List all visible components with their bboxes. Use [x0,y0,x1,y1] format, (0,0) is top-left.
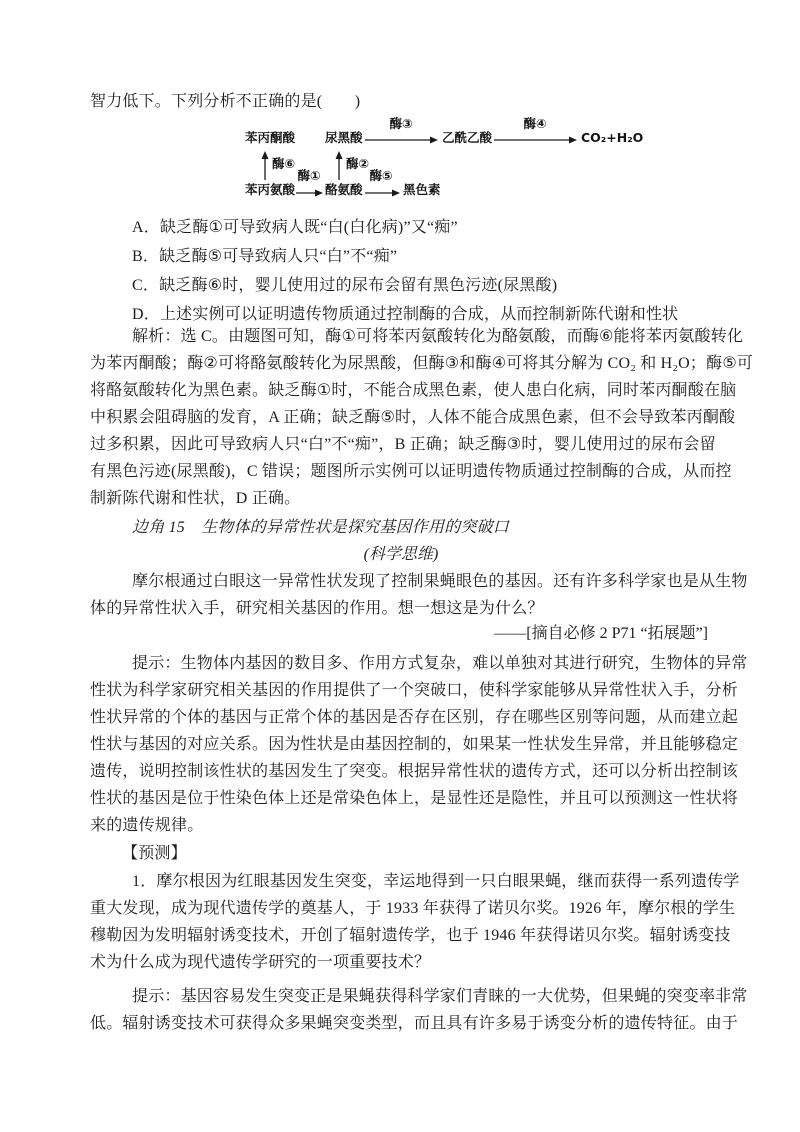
option-list [90,213,712,329]
question-stem [90,88,712,115]
corner-note-subheading-row [90,541,712,568]
analysis-line: 制新陈代谢和性状，D 正确。 [90,490,301,507]
label-enzyme5: 酶⑤ [369,168,393,183]
node-homogentisic-acid: 尿黑酸 [325,130,363,145]
analysis-line: 中积累会阻碍脑的发育，A 正确；缺乏酶⑤时，人体不能合成黑色素，但不会导致苯丙酮酸 [90,409,736,426]
node-co2-h2o: CO₂+H₂O [581,130,644,145]
prediction-hint-line: 低。辐射诱变技术可获得众多果蝇突变类型，而且具有许多易于诱变分析的遗传特征。由于 [90,1015,739,1032]
option-a: A．缺乏酶①可导致病人既“白(白化病)”又“痴” [132,219,458,236]
hint-line: 提示：生物体内基因的数目多、作用方式复杂，难以单独对其进行研究，生物体的异常 [132,655,748,672]
option-c: C．缺乏酶⑥时，婴儿使用过的尿布会留有黑色污迹(尿黑酸) [132,277,558,294]
metabolic-pathway-diagram [90,118,712,206]
corner-note-subheading: (科学思维) [363,546,439,563]
source-attribution: ——[摘自必修 2 P71 “拓展题”] [494,625,708,642]
corner-note-hint [90,650,748,839]
node-phenylpyruvic-acid: 苯丙酮酸 [245,130,296,145]
corner-note-body-line: 体的异常性状入手，研究相关基因的作用。想一想这是为什么？ [90,600,544,617]
hint-line: 性状与基因的对应关系。因为性状是由基因控制的，如果某一性状发生异常，并且能够稳定 [90,736,739,753]
prediction-hint [90,983,748,1037]
prediction-question-line: 术为什么成为现代遗传学研究的一项重要技术？ [90,954,431,971]
hint-line: 性状为科学家研究相关基因的作用提供了一个突破口，使科学家能够从异常性状入手，分析 [90,682,739,699]
corner-note-heading-row [90,514,712,541]
analysis-line: 为苯丙酮酸；酶②可将酪氨酸转化为尿黑酸，但酶③和酶④可将其分解为 CO₂ 和 H₂O；酶⑤可 [90,355,754,372]
prediction-hint-line: 提示：基因容易发生突变正是果蝇获得科学家们青睐的一大优势，但果蝇的突变率非常 [132,988,748,1005]
hint-line: 性状的基因是位于性染色体上还是常染色体上，是显性还是隐性，并且可以预测这一性状将 [90,790,739,807]
corner-note-heading: 边角 15 生物体的异常性状是探究基因作用的突破口 [132,519,510,536]
label-enzyme6: 酶⑥ [272,156,296,171]
prediction-heading-row [90,840,712,867]
hint-line: 来的遗传规律。 [90,817,204,834]
label-enzyme2: 酶② [346,156,370,171]
label-enzyme1: 酶① [297,168,321,183]
analysis-paragraph [90,323,754,512]
analysis-line: 过多积累，因此可导致病人只“白”不“痴”，B 正确；缺乏酶③时，婴儿使用过的尿布会留 [90,436,716,453]
node-phenylalanine: 苯丙氨酸 [245,182,296,197]
prediction-question-line: 重大发现，成为现代遗传学的奠基人，于 1933 年获得了诺贝尔奖。1926 年，摩尔根的学生 [90,900,736,917]
prediction-heading: 【预测】 [122,845,187,862]
analysis-line: 解析：选 C。由题图可知，酶①可将苯丙氨酸转化为酪氨酸，而酶⑥能将苯丙氨酸转化 [132,328,744,345]
hint-line: 遗传，说明控制该性状的基因发生了突变。根据异常性状的遗传方式，还可以分析出控制该 [90,763,739,780]
prediction-question-line: 1．摩尔根因为红眼基因发生突变，幸运地得到一只白眼果蝇，继而获得一系列遗传学 [132,873,740,890]
option-b: B．缺乏酶⑤可导致病人只“白”不“痴” [132,248,398,265]
analysis-line: 将酪氨酸转化为黑色素。缺乏酶①时，不能合成黑色素，使人患白化病，同时苯丙酮酸在脑 [90,382,737,399]
hint-line: 性状异常的个体的基因与正常个体的基因是否存在区别，存在哪些区别等问题，从而建立起 [90,709,739,726]
node-acetoacetic-acid: 乙酰乙酸 [442,130,493,145]
option-d: D．上述实例可以证明遗传物质通过控制酶的合成，从而控制新陈代谢和性状 [132,306,679,323]
source-attribution-row [90,620,712,647]
label-enzyme3: 酶③ [389,116,413,131]
prediction-question-line: 穆勒因为发明辐射诱变技术，开创了辐射遗传学，也于 1946 年获得诺贝尔奖。辐射诱变技 [90,927,731,944]
prediction-question [90,868,740,976]
label-enzyme4: 酶④ [523,116,547,131]
question-stem-line: 智力低下。下列分析不正确的是( ) [90,93,361,110]
node-tyrosine: 酪氨酸 [325,182,363,197]
corner-note-body [90,568,748,622]
corner-note-body-line: 摩尔根通过白眼这一异常性状发现了控制果蝇眼色的基因。还有许多科学家也是从生物 [132,573,748,590]
analysis-line: 有黑色污迹(尿黑酸)，C 错误；题图所示实例可以证明遗传物质通过控制酶的合成，从而控 [90,463,732,480]
node-melanin: 黑色素 [403,182,441,197]
